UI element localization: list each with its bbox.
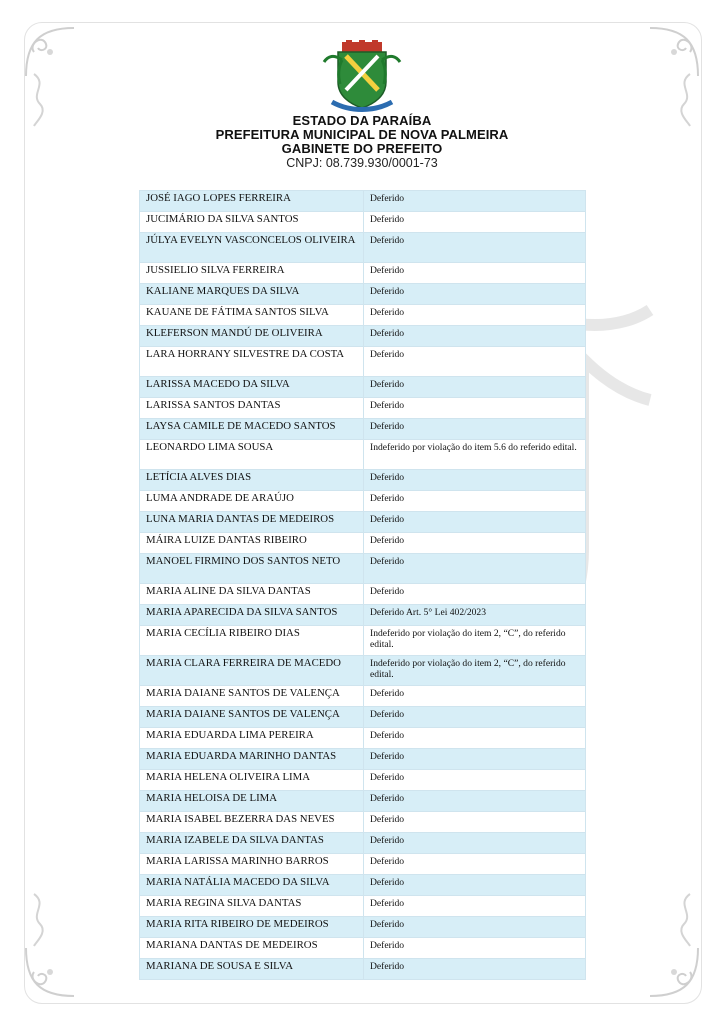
table-row <box>140 347 586 377</box>
result-status: Deferido <box>364 584 586 605</box>
candidate-name: JOSÉ IAGO LOPES FERREIRA <box>140 191 364 212</box>
table-row <box>140 440 586 470</box>
table-row <box>140 656 586 686</box>
candidate-name: LEONARDO LIMA SOUSA <box>140 440 364 470</box>
table-row <box>140 605 586 626</box>
candidate-name: MARIA CLARA FERREIRA DE MACEDO <box>140 656 364 686</box>
candidate-name: KAUANE DE FÁTIMA SANTOS SILVA <box>140 305 364 326</box>
table-row <box>140 305 586 326</box>
table-row <box>140 626 586 656</box>
result-status: Deferido <box>364 770 586 791</box>
result-status: Deferido <box>364 791 586 812</box>
candidate-name: KALIANE MARQUES DA SILVA <box>140 284 364 305</box>
candidate-name: LUMA ANDRADE DE ARAÚJO <box>140 491 364 512</box>
result-status: Deferido <box>364 470 586 491</box>
table-row <box>140 419 586 440</box>
table-row <box>140 263 586 284</box>
corner-ornament-icon <box>644 942 704 1002</box>
table-row <box>140 749 586 770</box>
result-status: Deferido <box>364 749 586 770</box>
prefecture-name: PREFEITURA MUNICIPAL DE NOVA PALMEIRA <box>215 127 509 142</box>
result-status: Deferido <box>364 728 586 749</box>
candidate-name: LARISSA MACEDO DA SILVA <box>140 377 364 398</box>
result-status: Deferido <box>364 326 586 347</box>
table-row <box>140 584 586 605</box>
table-row <box>140 470 586 491</box>
candidate-name: MARIA IZABELE DA SILVA DANTAS <box>140 833 364 854</box>
result-status: Deferido <box>364 212 586 233</box>
result-status: Indeferido por violação do item 2, “C”, do referido edital. <box>364 656 586 686</box>
result-status: Deferido <box>364 305 586 326</box>
candidate-name: JUCIMÁRIO DA SILVA SANTOS <box>140 212 364 233</box>
result-status: Deferido <box>364 875 586 896</box>
table-row <box>140 833 586 854</box>
results-table-body <box>140 191 586 980</box>
result-status: Deferido <box>364 398 586 419</box>
candidate-name: MÁIRA LUIZE DANTAS RIBEIRO <box>140 533 364 554</box>
table-row <box>140 512 586 533</box>
result-status: Deferido <box>364 707 586 728</box>
state-name: ESTADO DA PARAÍBA <box>292 113 432 128</box>
table-row <box>140 812 586 833</box>
result-status: Deferido <box>364 533 586 554</box>
candidate-name: MARIA HELENA OLIVEIRA LIMA <box>140 770 364 791</box>
result-status: Deferido <box>364 284 586 305</box>
table-row <box>140 875 586 896</box>
result-status: Deferido <box>364 512 586 533</box>
candidate-name: LUNA MARIA DANTAS DE MEDEIROS <box>140 512 364 533</box>
table-row <box>140 896 586 917</box>
candidate-name: MARIA HELOISA DE LIMA <box>140 791 364 812</box>
candidate-name: KLEFERSON MANDÚ DE OLIVEIRA <box>140 326 364 347</box>
corner-ornament-icon <box>20 942 80 1002</box>
table-row <box>140 791 586 812</box>
result-status: Deferido <box>364 554 586 584</box>
result-status: Deferido <box>364 419 586 440</box>
table-row <box>140 533 586 554</box>
result-status: Deferido <box>364 812 586 833</box>
office-name: GABINETE DO PREFEITO <box>281 141 443 156</box>
candidate-name: LARISSA SANTOS DANTAS <box>140 398 364 419</box>
result-status: Deferido <box>364 347 586 377</box>
candidate-name: MARIA RITA RIBEIRO DE MEDEIROS <box>140 917 364 938</box>
candidate-name: LETÍCIA ALVES DIAS <box>140 470 364 491</box>
candidate-name: JÚLYA EVELYN VASCONCELOS OLIVEIRA <box>140 233 364 263</box>
result-status: Deferido <box>364 686 586 707</box>
candidate-name: MARIA LARISSA MARINHO BARROS <box>140 854 364 875</box>
table-row <box>140 398 586 419</box>
table-row <box>140 284 586 305</box>
result-status: Deferido <box>364 917 586 938</box>
table-row <box>140 770 586 791</box>
candidate-name: MARIANA DE SOUSA E SILVA <box>140 959 364 980</box>
result-status: Deferido <box>364 854 586 875</box>
result-status: Deferido <box>364 896 586 917</box>
candidate-name: MARIA EDUARDA MARINHO DANTAS <box>140 749 364 770</box>
result-status: Deferido <box>364 959 586 980</box>
result-status: Deferido <box>364 491 586 512</box>
table-row <box>140 233 586 263</box>
candidate-name: MARIA NATÁLIA MACEDO DA SILVA <box>140 875 364 896</box>
candidate-name: MARIA ALINE DA SILVA DANTAS <box>140 584 364 605</box>
results-table <box>139 190 586 980</box>
table-row <box>140 191 586 212</box>
candidate-name: JUSSIELIO SILVA FERREIRA <box>140 263 364 284</box>
candidate-name: MARIANA DANTAS DE MEDEIROS <box>140 938 364 959</box>
table-row <box>140 686 586 707</box>
result-status: Deferido <box>364 191 586 212</box>
candidate-name: MARIA CECÍLIA RIBEIRO DIAS <box>140 626 364 656</box>
result-status: Deferido Art. 5° Lei 402/2023 <box>364 605 586 626</box>
candidate-name: MANOEL FIRMINO DOS SANTOS NETO <box>140 554 364 584</box>
candidate-name: LARA HORRANY SILVESTRE DA COSTA <box>140 347 364 377</box>
candidate-name: MARIA DAIANE SANTOS DE VALENÇA <box>140 686 364 707</box>
table-row <box>140 707 586 728</box>
result-status: Deferido <box>364 263 586 284</box>
result-status: Deferido <box>364 833 586 854</box>
scroll-ornament-icon <box>26 890 56 950</box>
table-row <box>140 854 586 875</box>
result-status: Indeferido por violação do item 2, “C”, do referido edital. <box>364 626 586 656</box>
table-row <box>140 554 586 584</box>
candidate-name: MARIA EDUARDA LIMA PEREIRA <box>140 728 364 749</box>
letterhead <box>0 40 724 171</box>
coat-of-arms-icon <box>320 40 404 114</box>
table-row <box>140 491 586 512</box>
candidate-name: MARIA ISABEL BEZERRA DAS NEVES <box>140 812 364 833</box>
candidate-name: MARIA APARECIDA DA SILVA SANTOS <box>140 605 364 626</box>
table-row <box>140 959 586 980</box>
table-row <box>140 938 586 959</box>
result-status: Deferido <box>364 938 586 959</box>
table-row <box>140 326 586 347</box>
candidate-name: MARIA DAIANE SANTOS DE VALENÇA <box>140 707 364 728</box>
table-row <box>140 728 586 749</box>
candidate-name: LAYSA CAMILE DE MACEDO SANTOS <box>140 419 364 440</box>
candidate-name: MARIA REGINA SILVA DANTAS <box>140 896 364 917</box>
scroll-ornament-icon <box>668 890 698 950</box>
table-row <box>140 917 586 938</box>
result-status: Deferido <box>364 233 586 263</box>
result-status: Deferido <box>364 377 586 398</box>
table-row <box>140 212 586 233</box>
result-status: Indeferido por violação do item 5.6 do referido edital. <box>364 440 586 470</box>
table-row <box>140 377 586 398</box>
cnpj: CNPJ: 08.739.930/0001-73 <box>286 156 438 170</box>
